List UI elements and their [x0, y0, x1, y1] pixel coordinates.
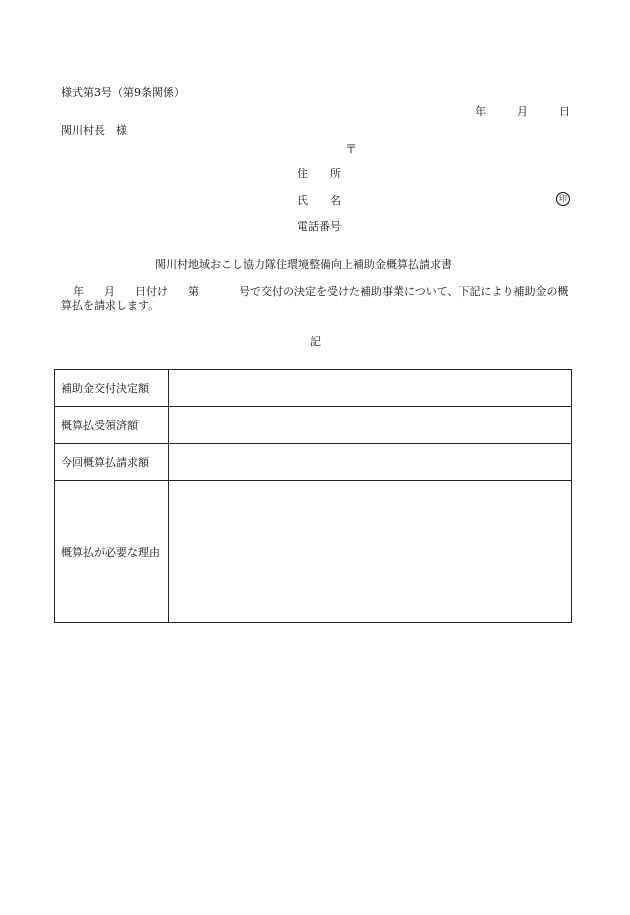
table-row-value[interactable] — [169, 481, 572, 623]
table-row-label: 補助金交付決定額 — [55, 370, 169, 407]
body-dated-label: 日付け — [135, 285, 168, 298]
phone-label: 電話番号 — [297, 220, 341, 233]
table-row — [55, 444, 572, 481]
body-year-label: 年 — [73, 285, 84, 298]
table-row-value[interactable] — [169, 370, 572, 407]
table-row-value[interactable] — [169, 407, 572, 444]
body-month-label: 月 — [104, 285, 115, 298]
table-row — [55, 370, 572, 407]
postal-mark: 〒 — [345, 142, 358, 156]
date-day-label: 日 — [559, 105, 570, 118]
table-row — [55, 481, 572, 623]
addressee: 関川村長 様 — [61, 124, 127, 137]
date-month-label: 月 — [517, 105, 528, 118]
request-body-text — [61, 285, 571, 313]
form-number: 様式第3号（第9条関係） — [61, 86, 185, 99]
table-row-label: 概算払受領済額 — [55, 407, 169, 444]
table-row-label: 概算払が必要な理由 — [55, 481, 169, 623]
seal-mark: 印 — [556, 192, 570, 206]
note-heading: 記 — [310, 335, 321, 348]
table-row — [55, 407, 572, 444]
request-table — [54, 369, 572, 623]
body-main-text: 号で交付の決定を受けた補助事業について、下記により補助金の概算払を請求します。 — [61, 285, 569, 312]
date-year-label: 年 — [475, 105, 486, 118]
table-row-value[interactable] — [169, 444, 572, 481]
body-number-prefix: 第 — [188, 285, 199, 298]
name-label: 氏 名 — [297, 194, 341, 207]
address-label: 住 所 — [297, 167, 341, 180]
document-title: 関川村地域おこし協力隊住環境整備向上補助金概算払請求書 — [155, 258, 452, 271]
table-row-label: 今回概算払請求額 — [55, 444, 169, 481]
